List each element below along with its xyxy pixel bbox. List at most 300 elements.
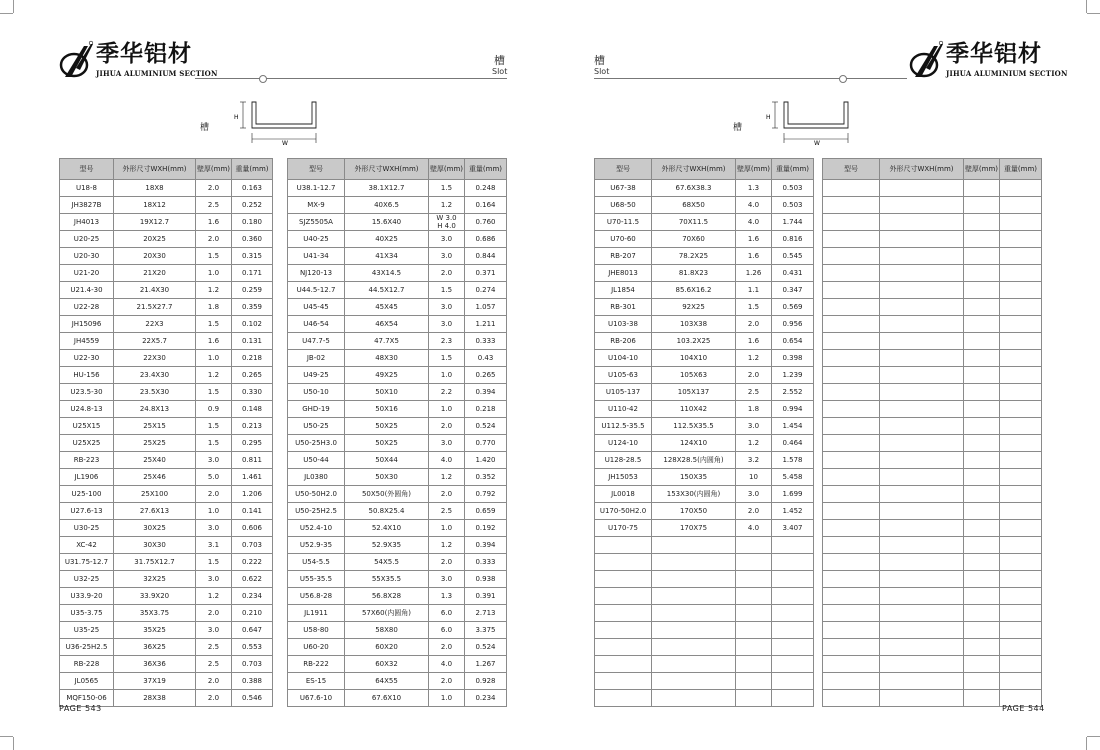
table-row xyxy=(595,333,814,350)
dimension-cell: 25X40 xyxy=(114,452,196,469)
dimension-cell: 67.6X10 xyxy=(345,690,429,707)
model-cell: U60-20 xyxy=(288,639,345,656)
thickness-cell: 1.6 xyxy=(736,231,772,248)
model-cell: U38.1-12.7 xyxy=(288,180,345,197)
thickness-cell: 2.0 xyxy=(429,639,465,656)
thickness-cell: 1.5 xyxy=(429,350,465,367)
weight-cell: 1.452 xyxy=(772,503,814,520)
empty-cell xyxy=(964,333,1000,350)
empty-cell xyxy=(964,503,1000,520)
empty-cell xyxy=(823,248,880,265)
model-cell: U25X15 xyxy=(60,418,114,435)
jihua-logo-icon xyxy=(58,40,94,80)
model-cell: U58-80 xyxy=(288,622,345,639)
empty-table-row xyxy=(595,673,814,690)
model-cell: JH4559 xyxy=(60,333,114,350)
model-cell: U50-50H2.0 xyxy=(288,486,345,503)
thickness-cell: 2.0 xyxy=(736,316,772,333)
thickness-cell: 1.8 xyxy=(196,299,232,316)
empty-table-row xyxy=(823,367,1042,384)
table-row xyxy=(60,333,273,350)
empty-cell xyxy=(964,197,1000,214)
dimension-cell: 68X50 xyxy=(652,197,736,214)
channel-profile-diagram xyxy=(230,100,320,148)
table-row xyxy=(595,299,814,316)
table-row xyxy=(288,486,507,503)
thickness-cell: 3.0 xyxy=(429,248,465,265)
empty-cell xyxy=(880,690,964,707)
dimension-cell: 103.2X25 xyxy=(652,333,736,350)
weight-cell: 0.218 xyxy=(232,350,273,367)
diagram-h-label: H xyxy=(234,114,239,121)
empty-cell xyxy=(772,656,814,673)
model-cell: U49-25 xyxy=(288,367,345,384)
diagram-w-label: W xyxy=(814,140,820,147)
empty-cell xyxy=(1000,520,1042,537)
table-row xyxy=(288,588,507,605)
dimension-cell: 55X35.5 xyxy=(345,571,429,588)
dimension-cell: 19X12.7 xyxy=(114,214,196,231)
empty-cell xyxy=(1000,265,1042,282)
empty-cell xyxy=(964,469,1000,486)
weight-cell: 0.218 xyxy=(465,401,507,418)
table-row xyxy=(288,435,507,452)
empty-cell xyxy=(1000,469,1042,486)
thickness-cell: 4.0 xyxy=(429,452,465,469)
thickness-cell: 3.0 xyxy=(736,486,772,503)
thickness-cell: 1.0 xyxy=(196,265,232,282)
empty-table-row xyxy=(823,265,1042,282)
table-row xyxy=(595,469,814,486)
empty-cell xyxy=(823,605,880,622)
model-cell: U70-60 xyxy=(595,231,652,248)
model-cell: U25-100 xyxy=(60,486,114,503)
model-cell: U55-35.5 xyxy=(288,571,345,588)
empty-cell xyxy=(964,435,1000,452)
empty-cell xyxy=(880,537,964,554)
empty-table-row xyxy=(595,690,814,707)
empty-cell xyxy=(823,197,880,214)
empty-cell xyxy=(964,690,1000,707)
dimension-cell: 103X38 xyxy=(652,316,736,333)
table-row xyxy=(595,248,814,265)
weight-cell: 2.552 xyxy=(772,384,814,401)
weight-cell: 0.391 xyxy=(465,588,507,605)
thickness-cell: 1.0 xyxy=(429,401,465,418)
empty-cell xyxy=(1000,605,1042,622)
weight-cell: 1.211 xyxy=(465,316,507,333)
dimension-cell: 50X16 xyxy=(345,401,429,418)
empty-cell xyxy=(823,316,880,333)
empty-table-row xyxy=(823,622,1042,639)
dimension-cell: 30X25 xyxy=(114,520,196,537)
empty-cell xyxy=(880,299,964,316)
model-cell: U40-25 xyxy=(288,231,345,248)
weight-cell: 0.352 xyxy=(465,469,507,486)
empty-cell xyxy=(823,656,880,673)
weight-cell: 0.956 xyxy=(772,316,814,333)
model-cell: MX-9 xyxy=(288,197,345,214)
empty-cell xyxy=(964,486,1000,503)
weight-cell: 3.407 xyxy=(772,520,814,537)
weight-cell: 0.686 xyxy=(465,231,507,248)
dimension-cell: 18X8 xyxy=(114,180,196,197)
thickness-cell: 1.0 xyxy=(196,350,232,367)
header-rule xyxy=(594,78,907,79)
table-row xyxy=(60,214,273,231)
model-cell: RB-222 xyxy=(288,656,345,673)
weight-cell: 0.265 xyxy=(232,367,273,384)
table-row xyxy=(288,656,507,673)
model-cell: JH15096 xyxy=(60,316,114,333)
empty-cell xyxy=(964,639,1000,656)
thickness-cell: 1.6 xyxy=(196,333,232,350)
weight-cell: 0.192 xyxy=(465,520,507,537)
dimension-cell: 50X25 xyxy=(345,435,429,452)
table-row xyxy=(288,180,507,197)
empty-cell xyxy=(964,214,1000,231)
header-model: 型号 xyxy=(288,159,345,180)
empty-cell xyxy=(1000,537,1042,554)
header-thickness: 壁厚(mm) xyxy=(736,159,772,180)
empty-cell xyxy=(964,299,1000,316)
dimension-cell: 50X25 xyxy=(345,418,429,435)
table-row xyxy=(60,197,273,214)
weight-cell: 1.454 xyxy=(772,418,814,435)
empty-table-row xyxy=(823,282,1042,299)
empty-table-row xyxy=(595,571,814,588)
empty-table-row xyxy=(823,452,1042,469)
empty-cell xyxy=(736,554,772,571)
dimension-cell: 20X25 xyxy=(114,231,196,248)
empty-cell xyxy=(1000,316,1042,333)
thickness-cell: W 3.0 H 4.0 xyxy=(429,214,465,231)
dimension-cell: 20X30 xyxy=(114,248,196,265)
table-row xyxy=(595,520,814,537)
table-row xyxy=(288,622,507,639)
dimension-cell: 25X15 xyxy=(114,418,196,435)
dimension-cell: 58X80 xyxy=(345,622,429,639)
table-row xyxy=(60,282,273,299)
model-cell: U110-42 xyxy=(595,401,652,418)
empty-cell xyxy=(880,435,964,452)
table-row xyxy=(288,401,507,418)
header-model: 型号 xyxy=(823,159,880,180)
empty-cell xyxy=(1000,622,1042,639)
thickness-cell: 1.6 xyxy=(736,333,772,350)
dimension-cell: 18X12 xyxy=(114,197,196,214)
model-cell: RB-223 xyxy=(60,452,114,469)
table-row xyxy=(595,350,814,367)
weight-cell: 0.388 xyxy=(232,673,273,690)
dimension-cell: 110X42 xyxy=(652,401,736,418)
empty-cell xyxy=(595,554,652,571)
table-row xyxy=(288,214,507,231)
model-cell: JL0565 xyxy=(60,673,114,690)
empty-cell xyxy=(964,350,1000,367)
thickness-cell: 2.5 xyxy=(429,503,465,520)
table-row xyxy=(595,282,814,299)
empty-table-row xyxy=(823,537,1042,554)
weight-cell: 0.148 xyxy=(232,401,273,418)
weight-cell: 0.524 xyxy=(465,418,507,435)
dimension-cell: 35X25 xyxy=(114,622,196,639)
brand-english-name: JIHUA ALUMINIUM SECTION xyxy=(946,69,1068,78)
brand-logo xyxy=(908,40,1068,80)
weight-cell: 0.222 xyxy=(232,554,273,571)
empty-cell xyxy=(964,367,1000,384)
empty-cell xyxy=(880,248,964,265)
table-row xyxy=(288,333,507,350)
empty-cell xyxy=(1000,673,1042,690)
empty-table-row xyxy=(595,554,814,571)
spec-table-1 xyxy=(59,158,273,707)
header-weight: 重量(mm) xyxy=(465,159,507,180)
empty-cell xyxy=(772,571,814,588)
empty-cell xyxy=(736,571,772,588)
empty-cell xyxy=(880,231,964,248)
model-cell: U128-28.5 xyxy=(595,452,652,469)
weight-cell: 1.206 xyxy=(232,486,273,503)
empty-cell xyxy=(1000,231,1042,248)
thickness-cell: 3.0 xyxy=(429,571,465,588)
weight-cell: 0.234 xyxy=(465,690,507,707)
model-cell: U54-5.5 xyxy=(288,554,345,571)
thickness-cell: 2.2 xyxy=(429,384,465,401)
spec-table-2 xyxy=(287,158,507,707)
thickness-cell: 3.0 xyxy=(736,418,772,435)
dimension-cell: 38.1X12.7 xyxy=(345,180,429,197)
thickness-cell: 1.5 xyxy=(736,299,772,316)
weight-cell: 0.359 xyxy=(232,299,273,316)
empty-cell xyxy=(772,605,814,622)
empty-cell xyxy=(823,503,880,520)
empty-cell xyxy=(1000,554,1042,571)
weight-cell: 1.420 xyxy=(465,452,507,469)
thickness-cell: 2.0 xyxy=(429,265,465,282)
empty-cell xyxy=(772,639,814,656)
empty-cell xyxy=(823,401,880,418)
empty-cell xyxy=(880,588,964,605)
dimension-cell: 85.6X16.2 xyxy=(652,282,736,299)
empty-cell xyxy=(823,486,880,503)
table-row xyxy=(288,197,507,214)
empty-cell xyxy=(1000,384,1042,401)
table-row xyxy=(60,265,273,282)
empty-table-row xyxy=(823,180,1042,197)
thickness-cell: 1.26 xyxy=(736,265,772,282)
weight-cell: 1.744 xyxy=(772,214,814,231)
thickness-cell: 1.5 xyxy=(196,418,232,435)
table-row xyxy=(60,656,273,673)
dimension-cell: 25X100 xyxy=(114,486,196,503)
table-row xyxy=(288,231,507,248)
empty-table-row xyxy=(823,571,1042,588)
dimension-cell: 153X30(内圆角) xyxy=(652,486,736,503)
empty-cell xyxy=(823,571,880,588)
thickness-cell: 3.0 xyxy=(196,520,232,537)
thickness-cell: 1.5 xyxy=(196,384,232,401)
model-cell: U70-11.5 xyxy=(595,214,652,231)
empty-cell xyxy=(823,537,880,554)
right-page xyxy=(550,0,1100,750)
dimension-cell: 44.5X12.7 xyxy=(345,282,429,299)
weight-cell: 0.811 xyxy=(232,452,273,469)
empty-table-row xyxy=(823,384,1042,401)
thickness-cell: 1.5 xyxy=(196,316,232,333)
model-cell: U52.4-10 xyxy=(288,520,345,537)
model-cell: U35-3.75 xyxy=(60,605,114,622)
table-row xyxy=(60,520,273,537)
diagram-label: 槽 xyxy=(733,123,743,133)
weight-cell: 0.295 xyxy=(232,435,273,452)
table-row xyxy=(60,180,273,197)
empty-cell xyxy=(736,673,772,690)
dimension-cell: 24.8X13 xyxy=(114,401,196,418)
model-cell: JL1911 xyxy=(288,605,345,622)
weight-cell: 0.545 xyxy=(772,248,814,265)
model-cell: JL1854 xyxy=(595,282,652,299)
model-cell: ES-15 xyxy=(288,673,345,690)
thickness-cell: 3.0 xyxy=(429,316,465,333)
model-cell: U50-25H2.5 xyxy=(288,503,345,520)
thickness-cell: 2.5 xyxy=(196,197,232,214)
empty-cell xyxy=(880,180,964,197)
empty-table-row xyxy=(823,554,1042,571)
empty-cell xyxy=(772,673,814,690)
empty-cell xyxy=(880,622,964,639)
table-row xyxy=(60,231,273,248)
dimension-cell: 105X63 xyxy=(652,367,736,384)
weight-cell: 0.398 xyxy=(772,350,814,367)
empty-cell xyxy=(1000,452,1042,469)
model-cell: U23.5-30 xyxy=(60,384,114,401)
model-cell: U104-10 xyxy=(595,350,652,367)
table-row xyxy=(595,316,814,333)
model-cell: U52.9-35 xyxy=(288,537,345,554)
empty-cell xyxy=(964,673,1000,690)
empty-cell xyxy=(1000,571,1042,588)
model-cell: JL1906 xyxy=(60,469,114,486)
dimension-cell: 112.5X35.5 xyxy=(652,418,736,435)
empty-cell xyxy=(1000,639,1042,656)
section-subtitle: Slot xyxy=(492,67,508,76)
empty-cell xyxy=(772,554,814,571)
weight-cell: 0.844 xyxy=(465,248,507,265)
dimension-cell: 128X28.5(内圆角) xyxy=(652,452,736,469)
thickness-cell: 1.5 xyxy=(429,180,465,197)
thickness-cell: 2.0 xyxy=(429,554,465,571)
weight-cell: 0.252 xyxy=(232,197,273,214)
thickness-cell: 1.5 xyxy=(196,248,232,265)
empty-cell xyxy=(823,231,880,248)
dimension-cell: 70X60 xyxy=(652,231,736,248)
empty-table-row xyxy=(823,418,1042,435)
model-cell: U24.8-13 xyxy=(60,401,114,418)
empty-cell xyxy=(823,520,880,537)
table-row xyxy=(60,571,273,588)
empty-table-row xyxy=(595,639,814,656)
empty-cell xyxy=(736,690,772,707)
dimension-cell: 43X14.5 xyxy=(345,265,429,282)
empty-cell xyxy=(823,333,880,350)
jihua-logo-icon xyxy=(908,40,944,80)
thickness-cell: 2.5 xyxy=(196,639,232,656)
model-cell: U33.9-20 xyxy=(60,588,114,605)
thickness-cell: 1.6 xyxy=(736,248,772,265)
thickness-cell: 2.0 xyxy=(429,673,465,690)
table-row xyxy=(595,486,814,503)
table-row xyxy=(60,554,273,571)
model-cell: JL0380 xyxy=(288,469,345,486)
dimension-cell: 52.9X35 xyxy=(345,537,429,554)
empty-cell xyxy=(1000,503,1042,520)
weight-cell: 0.163 xyxy=(232,180,273,197)
model-cell: U103-38 xyxy=(595,316,652,333)
empty-cell xyxy=(652,622,736,639)
model-cell: U22-28 xyxy=(60,299,114,316)
empty-cell xyxy=(823,588,880,605)
table-row xyxy=(288,537,507,554)
empty-cell xyxy=(1000,248,1042,265)
thickness-cell: 1.2 xyxy=(196,367,232,384)
empty-cell xyxy=(823,673,880,690)
model-cell: U36-25H2.5 xyxy=(60,639,114,656)
model-cell: U67.6-10 xyxy=(288,690,345,707)
weight-cell: 0.265 xyxy=(465,367,507,384)
weight-cell: 1.578 xyxy=(772,452,814,469)
dimension-cell: 170X50 xyxy=(652,503,736,520)
empty-table-row xyxy=(823,435,1042,452)
thickness-cell: 10 xyxy=(736,469,772,486)
thickness-cell: 1.5 xyxy=(196,554,232,571)
empty-cell xyxy=(772,622,814,639)
weight-cell: 0.938 xyxy=(465,571,507,588)
weight-cell: 0.315 xyxy=(232,248,273,265)
model-cell: U41-34 xyxy=(288,248,345,265)
empty-cell xyxy=(652,605,736,622)
empty-cell xyxy=(1000,418,1042,435)
model-cell: U21-20 xyxy=(60,265,114,282)
model-cell: U50-44 xyxy=(288,452,345,469)
table-row xyxy=(595,231,814,248)
empty-cell xyxy=(652,673,736,690)
thickness-cell: 1.2 xyxy=(736,435,772,452)
header-thickness: 壁厚(mm) xyxy=(196,159,232,180)
empty-table-row xyxy=(823,231,1042,248)
empty-cell xyxy=(964,452,1000,469)
empty-cell xyxy=(823,469,880,486)
table-row xyxy=(60,486,273,503)
empty-cell xyxy=(880,469,964,486)
thickness-cell: 3.0 xyxy=(429,299,465,316)
model-cell: MQF150-06 xyxy=(60,690,114,707)
empty-cell xyxy=(823,367,880,384)
dimension-cell: 47.7X5 xyxy=(345,333,429,350)
dimension-cell: 25X46 xyxy=(114,469,196,486)
empty-table-row xyxy=(595,622,814,639)
model-cell: U35-25 xyxy=(60,622,114,639)
weight-cell: 1.267 xyxy=(465,656,507,673)
empty-table-row xyxy=(823,656,1042,673)
dimension-cell: 170X75 xyxy=(652,520,736,537)
table-row xyxy=(595,452,814,469)
table-row xyxy=(288,554,507,571)
weight-cell: 0.994 xyxy=(772,401,814,418)
empty-table-row xyxy=(823,588,1042,605)
weight-cell: 0.102 xyxy=(232,316,273,333)
empty-table-row xyxy=(823,673,1042,690)
